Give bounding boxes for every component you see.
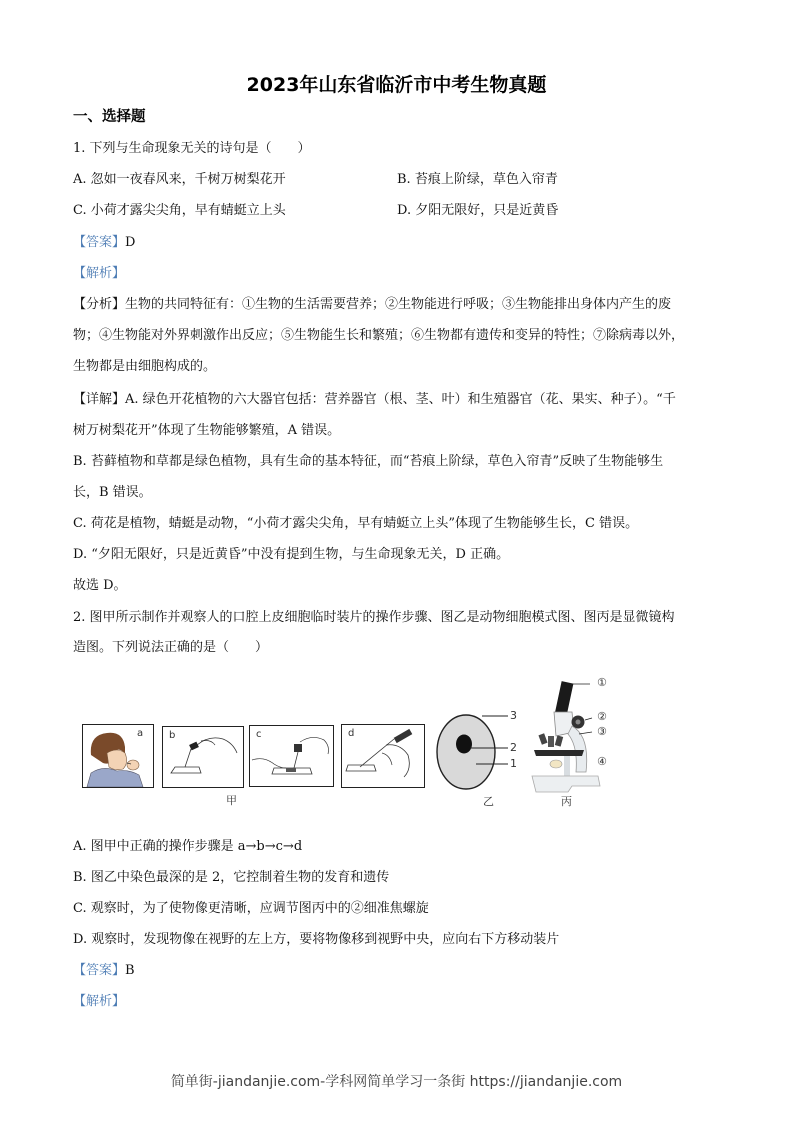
microscope-label-1: ①: [597, 676, 607, 689]
question-1-xiangjie-line-1: [73, 392, 676, 408]
figure-panel-b: [162, 726, 244, 788]
cell-label-cell-membrane: 3: [510, 709, 517, 722]
fenxi-text: 生物的共同特征有：①生物的生活需要营养；②生物能进行呼吸；③生物能排出身体内产生的废: [125, 297, 672, 312]
question-2-stem-line-1: 2. 图甲所示制作并观察人的口腔上皮细胞临时装片的操作步骤、图乙是动物细胞模式图、图丙是显微镜构: [73, 610, 675, 625]
xiangjie-text: A. 绿色开花植物的六大器官包括：营养器官（根、茎、叶）和生殖器官（花、果实、种子）。“千: [125, 392, 676, 407]
question-1-conclusion: 故选 D。: [73, 578, 127, 593]
xiangjie-label: 【详解】: [73, 392, 126, 407]
caption-jia: 甲: [226, 794, 237, 807]
question-1-fenxi-line-3: 生物都是由细胞构成的。: [73, 359, 217, 374]
figure-panel-a: [82, 724, 154, 788]
question-2-figure: [80, 672, 640, 814]
question-1-option-b: B. 苔痕上阶绿，草色入帘青: [397, 172, 558, 187]
microscope-diagram: [528, 676, 608, 794]
caption-bing: 丙: [561, 795, 572, 808]
page-title: 2023年山东省临沂市中考生物真题: [246, 74, 547, 96]
figure-panel-c: [249, 725, 334, 787]
answer-label: 【答案】: [73, 963, 126, 978]
question-1-analysis-label: 【解析】: [73, 266, 126, 281]
question-2-answer: [73, 963, 135, 979]
cell-label-cytoplasm: 1: [510, 757, 517, 770]
question-1-xiangjie-line-4: 长，B 错误。: [73, 485, 152, 500]
question-1-option-d: D. 夕阳无限好，只是近黄昏: [397, 203, 559, 218]
question-1-xiangjie-line-5: C. 荷花是植物，蜻蜓是动物，“小荷才露尖尖角，早有蜻蜓立上头”体现了生物能够生长，C 错误。: [73, 516, 639, 531]
question-1-stem: 1. 下列与生命现象无关的诗句是（ ）: [73, 141, 311, 156]
question-1-answer: [73, 235, 135, 251]
question-2-stem-line-2: 造图。下列说法正确的是（ ）: [73, 640, 269, 655]
answer-label: 【答案】: [73, 235, 126, 250]
microscope-label-2: ②: [597, 710, 607, 723]
panel-label-d: d: [348, 728, 355, 739]
question-1-xiangjie-line-6: D. “夕阳无限好，只是近黄昏”中没有提到生物，与生命现象无关，D 正确。: [73, 547, 510, 562]
panel-label-a: a: [137, 728, 144, 739]
answer-value: B: [125, 963, 135, 978]
microscope-label-3: ③: [597, 725, 607, 738]
question-1-fenxi-line-2: 物；④生物能对外界刺激作出反应；⑤生物能生长和繁殖；⑥生物都有遗传和变异的特性；⑦除病毒以外，: [73, 328, 685, 343]
question-2-option-d: D. 观察时，发现物像在视野的左上方，要将物像移到视野中央，应向右下方移动装片: [73, 932, 560, 947]
question-2-analysis-label: 【解析】: [73, 994, 126, 1009]
question-1-xiangjie-line-2: 树万树梨花开”体现了生物能够繁殖，A 错误。: [73, 423, 341, 438]
answer-value: D: [125, 235, 136, 250]
question-1-fenxi-line-1: [73, 297, 671, 313]
question-2-option-b: B. 图乙中染色最深的是 2，它控制着生物的发育和遗传: [73, 870, 390, 885]
question-1-option-c: C. 小荷才露尖尖角，早有蜻蜓立上头: [73, 203, 286, 218]
microscope-label-4: ④: [597, 755, 607, 768]
caption-yi: 乙: [483, 795, 494, 808]
section-heading: 一、选择题: [73, 109, 146, 125]
question-2-option-a: A. 图甲中正确的操作步骤是 a→b→c→d: [73, 839, 303, 854]
question-1-xiangjie-line-3: B. 苔藓植物和草都是绿色植物，具有生命的基本特征，而“苔痕上阶绿，草色入帘青”反映了生物能够生: [73, 454, 664, 469]
panel-label-b: b: [169, 730, 176, 741]
question-1-option-a: A. 忽如一夜春风来，千树万树梨花开: [73, 172, 286, 187]
cell-label-nucleus: 2: [510, 741, 517, 754]
figure-panel-d: [341, 724, 425, 788]
coverslip-illustration: [250, 726, 333, 786]
question-2-option-c: C. 观察时，为了使物像更清晰，应调节图丙中的②细准焦螺旋: [73, 901, 429, 916]
fenxi-label: 【分析】: [73, 297, 126, 312]
panel-label-c: c: [256, 729, 262, 740]
footer-watermark: 简单街-jiandanjie.com-学科网简单学习一条街 https://jiandanjie.com: [170, 1074, 623, 1090]
